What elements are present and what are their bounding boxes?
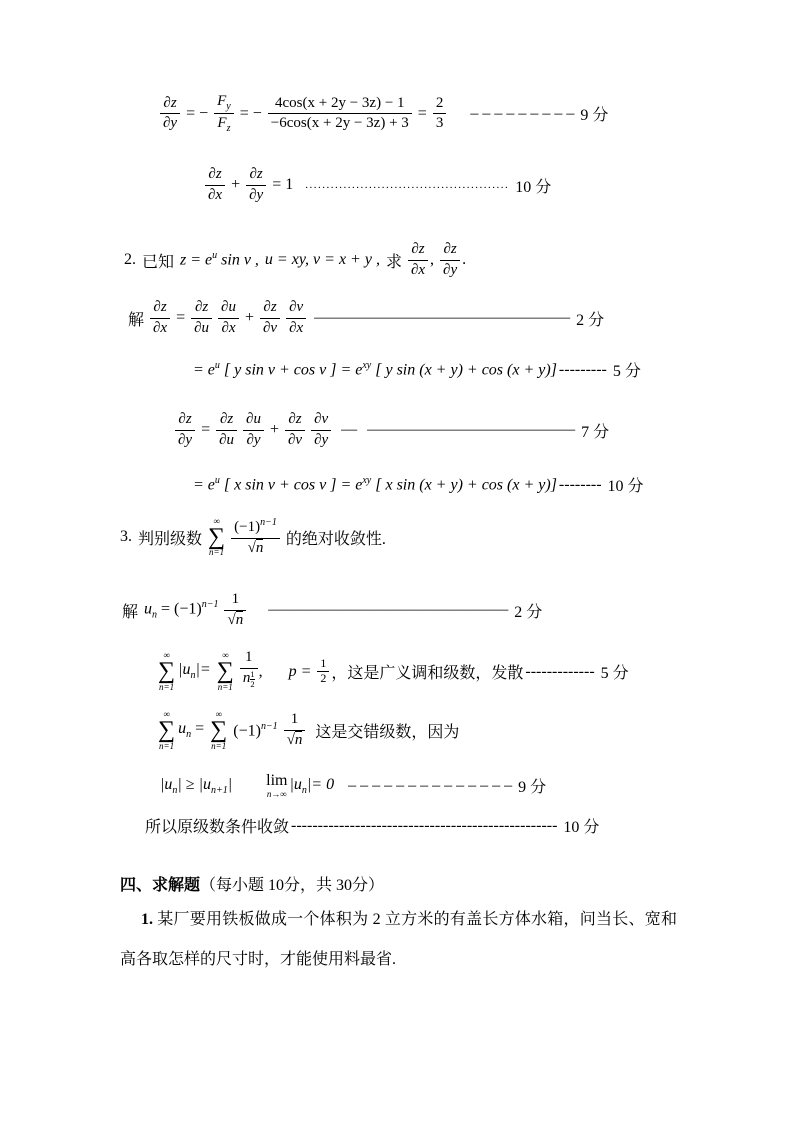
- limit-value: [289, 776, 334, 796]
- sum-upper-limit: ∞: [215, 709, 222, 719]
- math-text: =: [195, 720, 205, 738]
- score-label: 10 分: [607, 478, 644, 495]
- math-text: sin v ,: [217, 251, 259, 269]
- math-definitions: u = xy, v = x + y ,: [264, 251, 380, 268]
- fraction-denominator: ∂y: [314, 431, 329, 448]
- line-leader: ————————————————: [314, 309, 571, 326]
- fraction-dz-du: [191, 298, 212, 338]
- limit: [266, 772, 287, 799]
- fraction-numerator: ∂z: [205, 165, 225, 186]
- alternating-factor: [233, 721, 277, 740]
- math-text: u: [178, 720, 187, 738]
- sigma-symbol: ∑: [158, 717, 176, 743]
- fraction-one-over-sqrt-n: [224, 590, 246, 630]
- line-leader: ———————————————: [268, 601, 509, 618]
- score-label: 5 分: [612, 363, 641, 380]
- subscript-n: n: [190, 670, 196, 682]
- dash-leader: --------: [558, 475, 602, 493]
- problem-number: 1.: [141, 911, 153, 928]
- section-score-note: （每小题 10分，共 30分）: [200, 877, 385, 894]
- short-dash: —: [341, 421, 358, 438]
- fraction-numerator: 1: [317, 657, 329, 672]
- variable-n: n: [242, 669, 251, 686]
- section-4-heading: [120, 872, 384, 895]
- math-text: [ x sin v + cos v ] = e: [219, 476, 363, 494]
- chinese-text: 求: [385, 253, 402, 271]
- fraction-numerator: 1: [224, 590, 246, 611]
- fraction-dz-du: [216, 410, 237, 450]
- fraction-denominator: ∂v: [287, 431, 303, 448]
- lim-symbol: lim: [266, 772, 288, 789]
- superscript-n-1: n−1: [201, 599, 219, 611]
- score-label: 9 分: [518, 779, 547, 797]
- fraction-denominator: ∂y: [249, 186, 264, 203]
- dash-leader: --------------------------------------------------: [291, 816, 558, 834]
- fraction-denominator: ∂u: [219, 431, 235, 448]
- math-expression: [193, 360, 557, 379]
- chinese-text: 的绝对收敛性.: [285, 530, 386, 548]
- fraction-dz-dy: [175, 410, 195, 450]
- score-label: 7 分: [581, 423, 610, 441]
- dash-leader: – – – – – – – – –: [470, 104, 575, 122]
- sum-lower-limit: n=1: [159, 681, 175, 692]
- u-n-equals: [178, 720, 204, 740]
- subscript-n: n: [186, 729, 192, 741]
- fraction-du-dy: [243, 410, 264, 450]
- solution-3-conditions: [160, 772, 546, 799]
- fraction-numerator: 1: [284, 710, 306, 731]
- math-text: [ y sin (x + y) + cos (x + y)]: [371, 361, 557, 379]
- formula-line-sum-equals-one: [205, 165, 551, 205]
- sigma-symbol: ∑: [216, 658, 234, 685]
- p-equals: p =: [288, 662, 312, 680]
- fraction-denominator: ∂v: [263, 319, 278, 336]
- sum-upper-limit: ∞: [163, 709, 170, 719]
- fraction-dz-dy: [246, 165, 266, 205]
- fraction-numerator: ∂z: [150, 298, 170, 319]
- equals-sign: =: [417, 104, 427, 122]
- math-text: [ y sin v + cos v ] = e: [219, 361, 363, 379]
- score-label: 10 分: [515, 178, 552, 196]
- comma: ,: [430, 251, 435, 268]
- exponent-denominator: 2: [250, 679, 255, 690]
- equals-sign: =: [201, 421, 211, 438]
- sum-lower-limit: n=1: [209, 547, 225, 558]
- sigma-symbol: ∑: [210, 717, 228, 743]
- symbol-F: F: [217, 115, 227, 131]
- fraction-Fy-Fz: [214, 92, 234, 135]
- fraction-denominator: [245, 539, 267, 559]
- jie-label: 解: [128, 311, 145, 329]
- fraction-numerator: ∂v: [286, 298, 306, 319]
- fraction-dv-dy: [311, 410, 331, 450]
- limit-subscript: n→∞: [266, 788, 287, 799]
- dash-leader: -------------: [525, 662, 595, 680]
- fraction-numerator: [231, 516, 280, 539]
- fraction-denominator: ∂y: [163, 115, 178, 131]
- problem-number: 2.: [124, 251, 136, 268]
- fraction-denominator: [224, 611, 246, 631]
- summation: [158, 651, 175, 692]
- radical-sign: √: [227, 611, 236, 628]
- fraction-numerator: ∂z: [246, 165, 266, 186]
- fraction-numerator: ∂z: [191, 298, 212, 319]
- inequality: [160, 776, 232, 796]
- superscript-xy: xy: [362, 359, 372, 371]
- solution-3-alternating-series: [158, 710, 459, 751]
- solution-3-abs-series: [158, 648, 629, 695]
- math-text: |u: [289, 775, 302, 793]
- equals-sign: =: [176, 309, 186, 326]
- sigma-symbol: ∑: [158, 658, 176, 685]
- plus-sign: +: [269, 421, 279, 438]
- solution-expansion-x: [193, 358, 641, 381]
- fraction-numerator: ∂z: [260, 298, 280, 319]
- math-expression: [144, 599, 218, 621]
- fraction-denominator: [240, 669, 258, 696]
- section-title: 四、求解题: [120, 877, 201, 894]
- fraction-numerator: ∂v: [311, 410, 331, 431]
- solution-chain-rule-y: [175, 410, 609, 450]
- math-text: |=: [195, 661, 211, 679]
- plus-sign: +: [244, 309, 254, 326]
- radical-sign: √: [286, 731, 295, 748]
- score-label: 10 分: [563, 819, 600, 836]
- fraction-denominator: ∂x: [289, 319, 304, 336]
- fraction-dz-dy: [440, 240, 460, 280]
- fraction-denominator: ∂x: [221, 319, 236, 336]
- solution-3-term: [122, 590, 542, 630]
- problem-4-1: [120, 900, 677, 980]
- equals-minus-sign: = −: [186, 104, 209, 122]
- fraction-dz-dv: [260, 298, 280, 338]
- score-label: 5 分: [600, 665, 629, 683]
- fraction-denominator: 2: [320, 671, 327, 686]
- solution-chain-rule-x: [128, 298, 604, 338]
- math-text: |= 0: [306, 775, 335, 793]
- math-text: (−1): [234, 519, 261, 535]
- subscript-n-plus-1: n+1: [210, 784, 228, 796]
- subscript-z: z: [226, 123, 231, 134]
- subscript-n: n: [172, 784, 178, 796]
- abs-u-n-equals: [178, 661, 211, 681]
- subscript-n: n: [152, 609, 158, 621]
- fraction-denominator: −6cos(x + 2y − 3z) + 3: [270, 115, 409, 131]
- fraction-denominator: ∂y: [443, 261, 458, 278]
- superscript-n-1: n−1: [260, 517, 277, 528]
- fraction-dv-dx: [286, 298, 306, 338]
- chinese-text: 这是交错级数，因为: [315, 723, 460, 741]
- score-label: 9 分: [580, 107, 609, 124]
- subscript-n: n: [301, 784, 307, 796]
- subscript-y: y: [226, 101, 231, 112]
- radicand: n: [235, 611, 244, 628]
- dash-leader: – – – – – – – – – – – – – –: [348, 776, 513, 794]
- fraction-numerator: ∂z: [160, 94, 180, 115]
- line-leader: —————————————: [367, 421, 576, 438]
- fraction-numerator: 1: [240, 648, 258, 669]
- fraction-denominator: ∂x: [153, 319, 168, 336]
- fraction-denominator: ∂y: [246, 431, 261, 448]
- sum-lower-limit: n=1: [217, 681, 233, 692]
- dots-leader: ................................................: [305, 179, 510, 191]
- dash-leader: ---------: [558, 360, 607, 378]
- sigma-symbol: ∑: [208, 523, 226, 550]
- fraction-numerator: ∂z: [408, 240, 428, 261]
- fraction-numerator: 4cos(x + 2y − 3z) − 1: [268, 94, 412, 115]
- summation: [210, 710, 227, 751]
- exponent-numerator: 1: [250, 668, 255, 679]
- math-text: | ≥ |u: [177, 775, 211, 793]
- fraction-denominator: [284, 731, 306, 751]
- period: .: [462, 251, 467, 268]
- math-text: |: [227, 775, 233, 793]
- fraction-denominator: [214, 114, 233, 135]
- fraction-numerator: 2: [433, 94, 447, 115]
- superscript-u: u: [214, 474, 220, 486]
- sum-lower-limit: n=1: [159, 740, 175, 751]
- superscript-n-1: n−1: [260, 720, 278, 732]
- fraction-numerator: ∂u: [243, 410, 264, 431]
- fraction-cosine-expression: [268, 94, 412, 134]
- sum-lower-limit: n=1: [211, 740, 227, 751]
- score-label: 2 分: [576, 311, 605, 329]
- fraction-numerator: ∂z: [285, 410, 305, 431]
- math-expression: [193, 475, 557, 494]
- fraction-numerator: ∂z: [440, 240, 460, 261]
- fraction-dz-dx: [150, 298, 170, 338]
- math-text: u: [144, 600, 153, 618]
- radical-sign: √: [247, 539, 256, 556]
- math-text: = e: [193, 476, 215, 494]
- comma: ,: [258, 662, 263, 680]
- fraction-denominator: ∂y: [178, 431, 193, 448]
- summation: [208, 517, 225, 558]
- problem-text: 某厂要用铁板做成一个体积为 2 立方米的有盖长方体水箱，问当长、宽和高各取怎样的尺寸时，才能使用料最省.: [120, 911, 677, 968]
- math-text: |u: [178, 661, 191, 679]
- fraction-alternating-term: [231, 516, 280, 558]
- chinese-text: 所以原级数条件收敛: [145, 819, 290, 836]
- problem-2-statement: [124, 240, 466, 280]
- math-text: = e: [193, 361, 215, 379]
- equals-one: = 1: [272, 176, 294, 193]
- fraction-numerator: ∂z: [175, 410, 195, 431]
- radicand: n: [294, 731, 303, 748]
- sum-upper-limit: ∞: [163, 650, 170, 661]
- formula-line-dzdy-result: [160, 92, 608, 135]
- fraction-one-over-n-half: [240, 648, 258, 695]
- plus-sign: +: [231, 176, 241, 193]
- math-given: [180, 250, 259, 269]
- solution-expansion-y: [193, 473, 644, 496]
- fraction-dz-dx: [408, 240, 428, 280]
- fraction-dz-dy: [160, 94, 180, 134]
- problem-3-statement: [120, 516, 386, 558]
- math-text: (−1): [233, 722, 261, 740]
- fraction-denominator: ∂u: [194, 319, 210, 336]
- sum-upper-limit: ∞: [213, 515, 220, 526]
- superscript-u: u: [212, 250, 218, 262]
- symbol-F: F: [217, 93, 227, 109]
- math-text: [ x sin (x + y) + cos (x + y)]: [371, 476, 557, 494]
- math-text: = (−1): [157, 600, 202, 618]
- summation: [217, 651, 234, 692]
- chinese-text: 判别级数: [138, 530, 203, 548]
- problem-number: 3.: [120, 528, 132, 545]
- superscript-xy: xy: [362, 474, 372, 486]
- sum-upper-limit: ∞: [222, 650, 229, 661]
- solution-3-conclusion: [145, 814, 599, 837]
- fraction-denominator: 3: [435, 115, 444, 131]
- fraction-dz-dx: [205, 165, 225, 205]
- jie-label: 解: [122, 603, 139, 621]
- fraction-two-thirds: [433, 94, 447, 134]
- equals-minus-sign: = −: [239, 104, 262, 122]
- score-label: 2 分: [514, 603, 543, 621]
- fraction-one-half: [317, 657, 329, 686]
- fraction-numerator: ∂z: [216, 410, 237, 431]
- fraction-numerator: ∂u: [218, 298, 239, 319]
- fraction-numerator: [214, 92, 234, 114]
- fraction-one-over-sqrt-n: [284, 710, 306, 750]
- math-text: z = e: [180, 251, 213, 269]
- superscript-u: u: [214, 359, 220, 371]
- fraction-denominator: ∂x: [208, 186, 223, 203]
- fraction-dz-dv: [285, 410, 305, 450]
- fraction-du-dx: [218, 298, 239, 338]
- exponent-one-half: [250, 670, 254, 691]
- summation: [158, 710, 175, 751]
- math-text: |u: [160, 775, 173, 793]
- radicand: n: [255, 539, 264, 556]
- chinese-text: ，这是广义调和级数，发散: [331, 665, 524, 683]
- fraction-denominator: ∂x: [410, 261, 426, 278]
- chinese-text: 已知: [142, 253, 175, 271]
